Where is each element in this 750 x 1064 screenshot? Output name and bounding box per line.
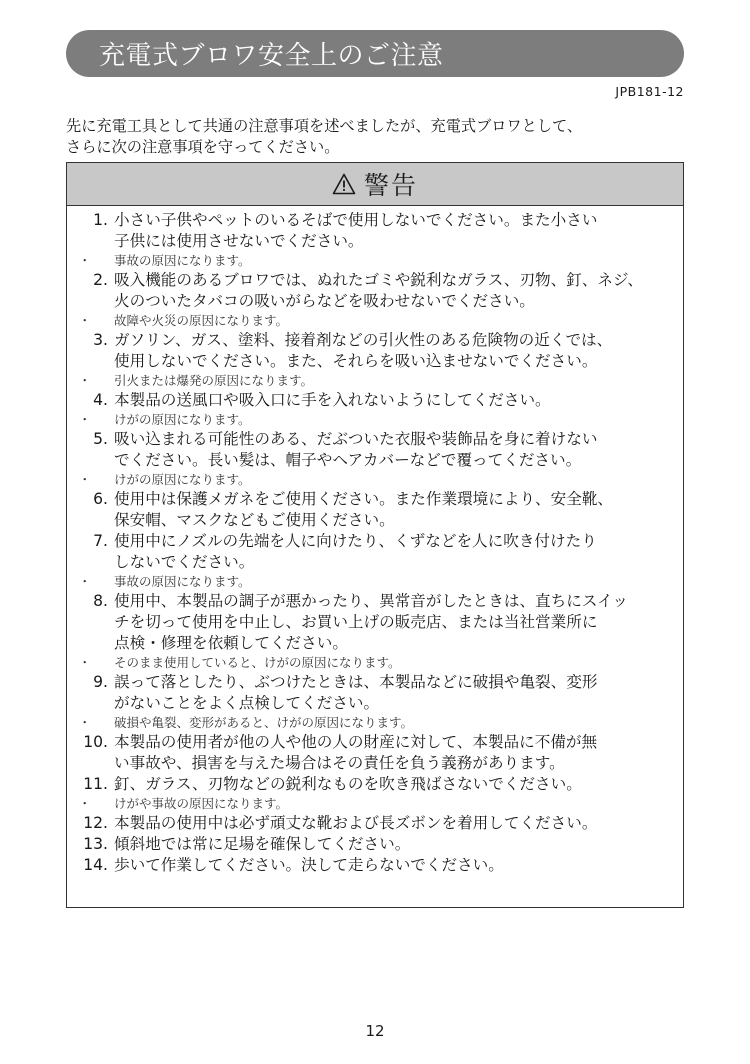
item-note-text: 事故の原因になります。: [114, 574, 251, 589]
item-text: [108, 855, 683, 876]
item-text: [108, 210, 683, 252]
item-text-line: でください。長い髪は、帽子やヘアカバーなどで覆ってください。: [114, 451, 582, 469]
warning-box: [66, 162, 684, 908]
warning-item: [67, 531, 683, 573]
warning-item: [67, 732, 683, 774]
item-text-line: 吸入機能のあるブロワでは、ぬれたゴミや鋭利なガラス、刃物、釘、ネジ、: [114, 271, 643, 289]
item-text-line: 傾斜地では常に足場を確保してください。: [114, 835, 411, 853]
item-text: [108, 672, 683, 714]
item-text-line: 使用しないでください。また、それらを吸い込ませないでください。: [114, 352, 598, 370]
item-number: 2.: [93, 271, 108, 289]
item-number: 12.: [83, 814, 108, 832]
item-text-line: 本製品の送風口や吸入口に手を入れないようにしてください。: [114, 391, 551, 409]
item-text: [108, 270, 683, 312]
warning-item: [67, 270, 683, 312]
item-note-text: けがの原因になります。: [114, 472, 251, 487]
item-text-line: 本製品の使用中は必ず頑丈な靴および長ズボンを着用してください。: [114, 814, 598, 832]
item-text-line: 釘、ガラス、刃物などの鋭利なものを吹き飛ばさないでください。: [114, 775, 582, 793]
item-text: [108, 429, 683, 471]
warning-item: [67, 672, 683, 714]
item-number: 3.: [93, 331, 108, 349]
item-text-line: 使用中は保護メガネをご使用ください。また作業環境により、安全靴、: [114, 490, 614, 508]
warning-item: [67, 834, 683, 855]
item-text-line: 吸い込まれる可能性のある、だぶついた衣服や装飾品を身に着けない: [114, 430, 598, 448]
bullet-icon: ・: [78, 574, 91, 589]
warning-header: [67, 163, 683, 206]
item-note-text: けがや事故の原因になります。: [114, 796, 289, 811]
warning-item: [67, 855, 683, 876]
warning-item: [67, 429, 683, 471]
item-text-line: チを切って使用を中止し、お買い上げの販売店、または当社営業所に: [114, 613, 598, 631]
warning-item: [67, 774, 683, 795]
bullet-icon: ・: [78, 253, 91, 268]
item-number: 8.: [93, 592, 108, 610]
item-note-text: 破損や亀裂、変形があると、けがの原因になります。: [114, 715, 414, 730]
document-code: JPB181-12: [615, 84, 684, 99]
item-note-text: けがの原因になります。: [114, 412, 251, 427]
item-number: 1.: [93, 211, 108, 229]
warning-item: [67, 489, 683, 531]
bullet-icon: ・: [78, 655, 91, 670]
item-text-line: 使用中にノズルの先端を人に向けたり、くずなどを人に吹き付けたり: [114, 532, 597, 550]
item-number: 11.: [83, 775, 108, 793]
item-text: [108, 489, 683, 531]
warning-item: [67, 591, 683, 654]
item-note: [67, 312, 683, 330]
warning-triangle-icon: [332, 173, 356, 195]
intro-line: 先に充電工具として共通の注意事項を述べましたが、充電式ブロワとして、: [66, 117, 583, 135]
item-text: [108, 330, 683, 372]
page-number: 12: [365, 1022, 385, 1040]
bullet-icon: ・: [78, 412, 91, 427]
item-number: 10.: [83, 733, 108, 751]
intro-line: さらに次の注意事項を守ってください。: [66, 138, 340, 156]
item-note: [67, 573, 683, 591]
item-text-line: 小さい子供やペットのいるそばで使用しないでください。また小さい: [114, 211, 598, 229]
item-text-line: 歩いて作業してください。決して走らないでください。: [114, 856, 504, 874]
bullet-icon: ・: [78, 373, 91, 388]
item-text-line: がないことをよく点検してください。: [114, 694, 380, 712]
item-number: 13.: [83, 835, 108, 853]
item-note: [67, 654, 683, 672]
item-text-line: ガソリン、ガス、塗料、接着剤などの引火性のある危険物の近くでは、: [114, 331, 613, 349]
item-text: [108, 732, 683, 774]
item-text-line: 誤って落としたり、ぶつけたときは、本製品などに破損や亀裂、変形: [114, 673, 598, 691]
item-note: [67, 795, 683, 813]
warning-heading: 警告: [363, 171, 418, 200]
item-text: [108, 774, 683, 795]
bullet-icon: ・: [78, 796, 91, 811]
warning-item: [67, 813, 683, 834]
item-text-line: 保安帽、マスクなどもご使用ください。: [114, 511, 395, 529]
item-note: [67, 714, 683, 732]
item-number: 4.: [93, 391, 108, 409]
bullet-icon: ・: [78, 715, 91, 730]
item-text-line: 子供には使用させないでください。: [114, 232, 364, 250]
item-note-text: そのまま使用していると、けがの原因になります。: [114, 655, 401, 670]
bullet-icon: ・: [78, 313, 91, 328]
item-note: [67, 411, 683, 429]
item-text-line: 火のついたタバコの吸いがらなどを吸わせないでください。: [114, 292, 535, 310]
item-number: 6.: [93, 490, 108, 508]
item-number: 5.: [93, 430, 108, 448]
intro-text: [66, 116, 690, 158]
item-text: [108, 834, 683, 855]
warning-list: [67, 206, 683, 876]
item-number: 7.: [93, 532, 108, 550]
title-banner: [66, 30, 684, 77]
warning-item: [67, 210, 683, 252]
item-number: 14.: [83, 856, 108, 874]
item-text: [108, 591, 683, 654]
item-text-line: 使用中、本製品の調子が悪かったり、異常音がしたときは、直ちにスイッ: [114, 592, 628, 610]
item-text-line: 本製品の使用者が他の人や他の人の財産に対して、本製品に不備が無: [114, 733, 598, 751]
warning-item: [67, 330, 683, 372]
item-note-text: 事故の原因になります。: [114, 253, 251, 268]
item-note: [67, 252, 683, 270]
item-text-line: しないでください。: [114, 553, 255, 571]
page-title: 充電式ブロワ安全上のご注意: [99, 41, 444, 71]
warning-item: [67, 390, 683, 411]
bullet-icon: ・: [78, 472, 91, 487]
item-text: [108, 531, 683, 573]
item-number: 9.: [93, 673, 108, 691]
item-note-text: 故障や火災の原因になります。: [114, 313, 289, 328]
item-text: [108, 390, 683, 411]
item-text-line: 点検・修理を依頼してください。: [114, 634, 348, 652]
item-text-line: い事故や、損害を与えた場合はその責任を負う義務があります。: [114, 754, 565, 772]
item-note: [67, 372, 683, 390]
item-text: [108, 813, 683, 834]
item-note: [67, 471, 683, 489]
item-note-text: 引火または爆発の原因になります。: [114, 373, 314, 388]
